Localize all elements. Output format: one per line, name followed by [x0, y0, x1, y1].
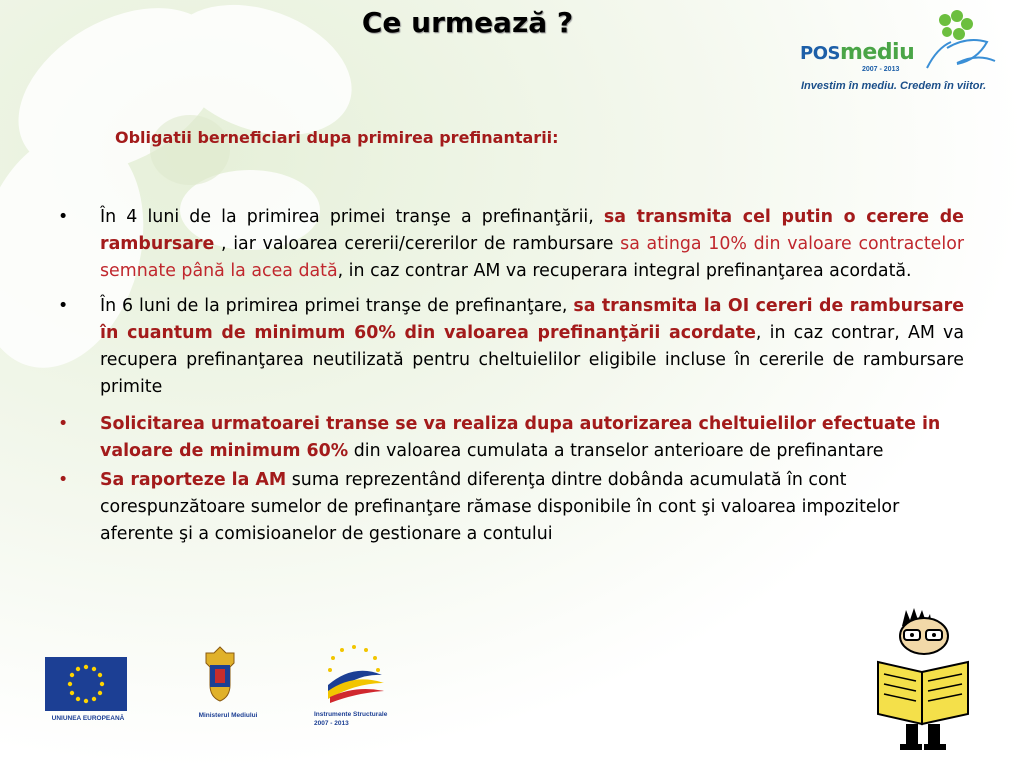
logo-slogan: Investim în mediu. Credem în viitor. [801, 80, 987, 92]
logo-mediu: mediu [839, 40, 915, 65]
logo-pos: POS [800, 43, 840, 64]
bullet-text: din valoarea cumulata a transelor anterioare de prefinantare [348, 441, 884, 461]
bullet-text: suma reprezentând diferenţa dintre dobânda acumulată în cont corespunzătoare sumelor de prefinanţare rămase disponibile în cont şi valoarea impozitelor aferente şi a comisioanelor de gestionare a contului [100, 470, 900, 544]
clover-hands-logo [797, 8, 1002, 100]
bullet-text: , iar valoarea cererii/cererilor de rambursare [214, 234, 621, 254]
bullet-emphasis: sa transmita cel putin o cerere de rambursare [100, 207, 964, 254]
bullet-list [58, 204, 964, 556]
bullet-marker: • [58, 207, 69, 227]
reading-man-clipart [868, 602, 978, 752]
structural-instruments-label [314, 710, 404, 728]
bullet-emphasis: Sa raporteze la AM [100, 470, 287, 490]
structural-instruments-line1: Instrumente Structurale [314, 711, 388, 718]
bullet-text: În 6 luni de la primirea primei tranşe de prefinanţare, [100, 296, 574, 316]
bullet-marker: • [58, 296, 69, 316]
eu-label: UNIUNEA EUROPEANĂ [51, 715, 125, 722]
bullet-text: , in caz contrar, AM va recupera prefinanţarea neutilizată pentru cheltuielilor eligibile incluse în cererile de rambursare primite [100, 323, 964, 397]
bullet-item [58, 411, 964, 465]
slide-title: Ce urmează ? [361, 6, 574, 39]
slide-subtitle: Obligatii berneficiari dupa primirea prefinantarii: [115, 128, 559, 147]
bullet-item [58, 467, 964, 548]
bullet-item [58, 204, 964, 285]
bullet-text: , in caz contrar AM va recuperara integral prefinanţarea acordată. [337, 261, 912, 281]
bullet-text: În 4 luni de la primirea primei tranşe a prefinanţării, [100, 207, 604, 227]
bullet-emphasis: sa transmita la OI cereri de rambursare în cuantum de minimum 60% din valoarea prefinanţării acordate [100, 296, 964, 343]
structural-instruments-star-icon [314, 641, 394, 707]
eu-flag-icon [45, 657, 127, 711]
logo-years: 2007 - 2013 [862, 66, 900, 73]
bullet-marker: • [58, 414, 69, 434]
romania-coat-of-arms-icon [200, 642, 240, 704]
bullet-marker: • [58, 470, 69, 490]
bullet-emphasis: Solicitarea urmatoarei transe se va realiza dupa autorizarea cheltuielilor efectuate in valoare de minimum 60% [100, 414, 941, 461]
ministry-label: Ministerul Mediului [198, 712, 258, 719]
bullet-highlight: sa atinga 10% din valoare contractelor semnate până la acea dată [100, 234, 964, 281]
bullet-item [58, 293, 964, 401]
structural-instruments-line2: 2007 - 2013 [314, 720, 349, 727]
